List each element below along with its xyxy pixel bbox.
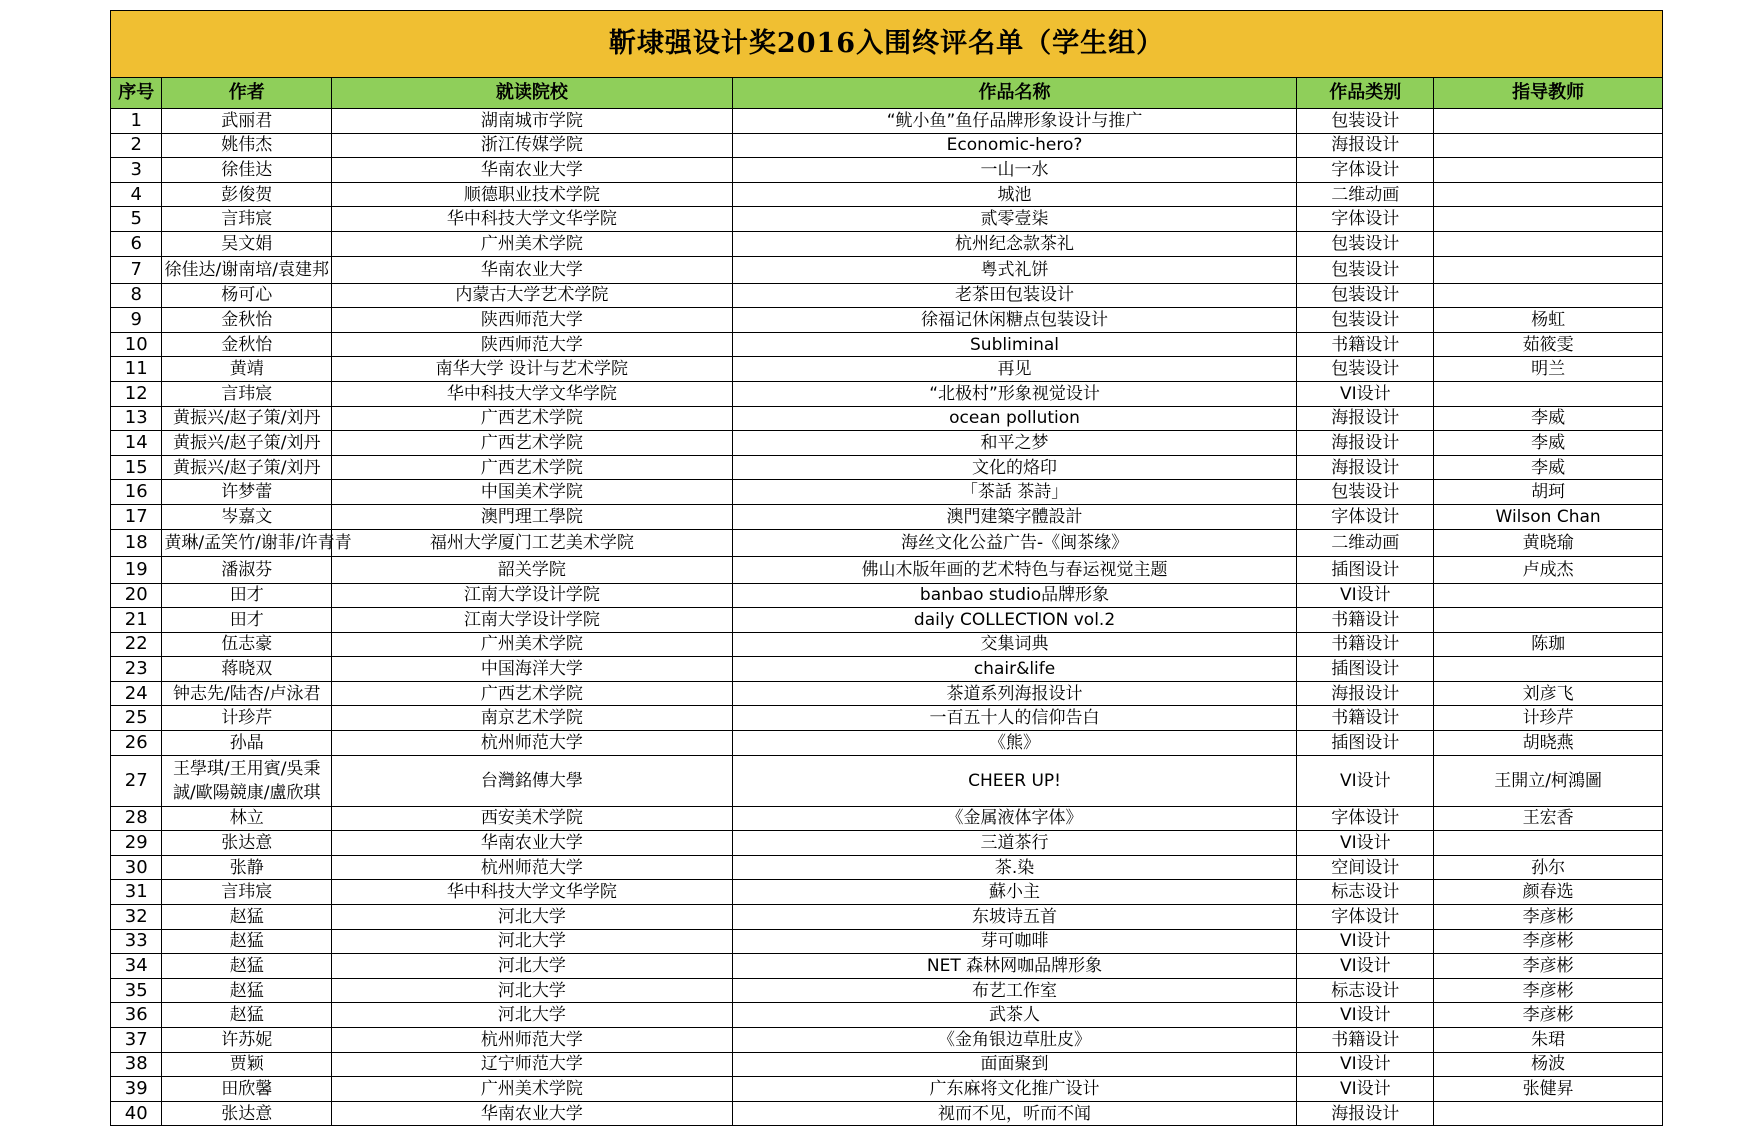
cell-school: 中国美术学院: [332, 480, 733, 505]
cell-author: 徐佳达/谢南培/袁建邦: [162, 256, 332, 283]
cell-category: 海报设计: [1297, 1101, 1434, 1126]
cell-advisor: 李威: [1434, 406, 1663, 431]
cell-advisor: 茹筱雯: [1434, 332, 1663, 357]
cell-work-title: Subliminal: [732, 332, 1297, 357]
cell-category: 标志设计: [1297, 880, 1434, 905]
cell-category: 包装设计: [1297, 480, 1434, 505]
cell-school: 辽宁师范大学: [332, 1052, 733, 1077]
cell-school: 河北大学: [332, 929, 733, 954]
table-row: [111, 706, 1663, 731]
cell-index: 7: [111, 256, 162, 283]
cell-author: 王學琪/王用賓/吳秉誠/歐陽競康/盧欣琪: [162, 755, 332, 806]
table-row: [111, 1101, 1663, 1126]
cell-category: 书籍设计: [1297, 1028, 1434, 1053]
table-row: [111, 608, 1663, 633]
cell-work-title: 《金角银边草肚皮》: [732, 1028, 1297, 1053]
cell-work-title: 粤式礼饼: [732, 256, 1297, 283]
cell-index: 13: [111, 406, 162, 431]
cell-work-title: 《金属液体字体》: [732, 806, 1297, 831]
table-row: [111, 583, 1663, 608]
cell-school: 广西艺术学院: [332, 455, 733, 480]
cell-school: 顺德职业技术学院: [332, 182, 733, 207]
cell-category: 二维动画: [1297, 182, 1434, 207]
cell-index: 14: [111, 431, 162, 456]
table-row: [111, 755, 1663, 806]
cell-school: 南京艺术学院: [332, 706, 733, 731]
cell-category: 空间设计: [1297, 855, 1434, 880]
cell-school: 江南大学设计学院: [332, 583, 733, 608]
table-row: [111, 480, 1663, 505]
cell-advisor: [1434, 657, 1663, 682]
cell-advisor: 王宏香: [1434, 806, 1663, 831]
cell-advisor: [1434, 256, 1663, 283]
cell-advisor: [1434, 381, 1663, 406]
cell-work-title: 文化的烙印: [732, 455, 1297, 480]
cell-work-title: 视而不见，听而不闻: [732, 1101, 1297, 1126]
cell-author: 赵猛: [162, 1003, 332, 1028]
cell-author: 林立: [162, 806, 332, 831]
cell-advisor: [1434, 182, 1663, 207]
cell-category: 字体设计: [1297, 504, 1434, 529]
cell-advisor: 陈珈: [1434, 632, 1663, 657]
cell-category: VI设计: [1297, 954, 1434, 979]
table-row: [111, 256, 1663, 283]
cell-school: 华南农业大学: [332, 256, 733, 283]
cell-school: 陕西师范大学: [332, 308, 733, 333]
table-row: [111, 954, 1663, 979]
cell-school: 内蒙古大学艺术学院: [332, 283, 733, 308]
cell-category: 字体设计: [1297, 207, 1434, 232]
cell-school: 广西艺术学院: [332, 431, 733, 456]
cell-school: 河北大学: [332, 1003, 733, 1028]
cell-category: VI设计: [1297, 583, 1434, 608]
cell-work-title: 城池: [732, 182, 1297, 207]
cell-index: 28: [111, 806, 162, 831]
cell-category: VI设计: [1297, 831, 1434, 856]
cell-advisor: [1434, 583, 1663, 608]
table-row: [111, 529, 1663, 556]
table-row: [111, 1052, 1663, 1077]
cell-index: 10: [111, 332, 162, 357]
cell-category: 包装设计: [1297, 357, 1434, 382]
cell-advisor: [1434, 231, 1663, 256]
cell-work-title: 和平之梦: [732, 431, 1297, 456]
cell-advisor: 张健昇: [1434, 1077, 1663, 1102]
cell-index: 15: [111, 455, 162, 480]
cell-work-title: 茶道系列海报设计: [732, 681, 1297, 706]
cell-work-title: daily COLLECTION vol.2: [732, 608, 1297, 633]
cell-advisor: 杨虹: [1434, 308, 1663, 333]
cell-school: 台灣銘傳大學: [332, 755, 733, 806]
cell-advisor: 刘彦飞: [1434, 681, 1663, 706]
cell-index: 35: [111, 978, 162, 1003]
cell-school: 河北大学: [332, 954, 733, 979]
cell-index: 30: [111, 855, 162, 880]
cell-work-title: 三道茶行: [732, 831, 1297, 856]
cell-category: 海报设计: [1297, 406, 1434, 431]
table-row: [111, 308, 1663, 333]
cell-author: 言玮宸: [162, 880, 332, 905]
cell-school: 江南大学设计学院: [332, 608, 733, 633]
table-row: [111, 880, 1663, 905]
cell-category: 书籍设计: [1297, 706, 1434, 731]
table-row: [111, 357, 1663, 382]
table-row: [111, 109, 1663, 134]
cell-school: 杭州师范大学: [332, 1028, 733, 1053]
cell-school: 河北大学: [332, 978, 733, 1003]
cell-category: 海报设计: [1297, 455, 1434, 480]
cell-category: 插图设计: [1297, 556, 1434, 583]
cell-author: 黄振兴/赵子策/刘丹: [162, 406, 332, 431]
cell-school: 湖南城市学院: [332, 109, 733, 134]
cell-advisor: 李威: [1434, 431, 1663, 456]
cell-index: 26: [111, 731, 162, 756]
cell-work-title: “鱿小鱼”鱼仔品牌形象设计与推广: [732, 109, 1297, 134]
cell-advisor: 李彦彬: [1434, 1003, 1663, 1028]
cell-index: 6: [111, 231, 162, 256]
cell-category: 书籍设计: [1297, 332, 1434, 357]
cell-author: 张达意: [162, 831, 332, 856]
cell-work-title: 「茶話 茶詩」: [732, 480, 1297, 505]
cell-author: 岑嘉文: [162, 504, 332, 529]
cell-school: 浙江传媒学院: [332, 133, 733, 158]
cell-category: 包装设计: [1297, 231, 1434, 256]
cell-work-title: 老茶田包装设计: [732, 283, 1297, 308]
table-row: [111, 283, 1663, 308]
cell-author: 张达意: [162, 1101, 332, 1126]
cell-work-title: 佛山木版年画的艺术特色与春运视觉主题: [732, 556, 1297, 583]
cell-author: 赵猛: [162, 954, 332, 979]
cell-advisor: 朱珺: [1434, 1028, 1663, 1053]
cell-index: 23: [111, 657, 162, 682]
cell-category: 包装设计: [1297, 256, 1434, 283]
cell-school: 华中科技大学文华学院: [332, 381, 733, 406]
cell-school: 华南农业大学: [332, 158, 733, 183]
cell-category: 字体设计: [1297, 905, 1434, 930]
cell-school: 广州美术学院: [332, 632, 733, 657]
cell-category: VI设计: [1297, 929, 1434, 954]
cell-work-title: 广东麻将文化推广设计: [732, 1077, 1297, 1102]
table-row: [111, 929, 1663, 954]
cell-advisor: 颜春选: [1434, 880, 1663, 905]
cell-school: 西安美术学院: [332, 806, 733, 831]
table-row: [111, 657, 1663, 682]
cell-index: 2: [111, 133, 162, 158]
cell-author: 杨可心: [162, 283, 332, 308]
cell-index: 33: [111, 929, 162, 954]
header-author: 作者: [162, 78, 332, 109]
cell-author: 田才: [162, 583, 332, 608]
cell-author: 黄振兴/赵子策/刘丹: [162, 455, 332, 480]
table-row: [111, 1077, 1663, 1102]
cell-author: 吴文娟: [162, 231, 332, 256]
table-row: [111, 207, 1663, 232]
cell-category: 插图设计: [1297, 731, 1434, 756]
cell-index: 25: [111, 706, 162, 731]
cell-school: 中国海洋大学: [332, 657, 733, 682]
cell-category: VI设计: [1297, 1003, 1434, 1028]
table-row: [111, 855, 1663, 880]
cell-work-title: Economic-hero?: [732, 133, 1297, 158]
cell-index: 21: [111, 608, 162, 633]
cell-category: 书籍设计: [1297, 632, 1434, 657]
cell-author: 贾颖: [162, 1052, 332, 1077]
cell-advisor: 卢成杰: [1434, 556, 1663, 583]
cell-index: 8: [111, 283, 162, 308]
cell-advisor: 李彦彬: [1434, 905, 1663, 930]
table-row: [111, 158, 1663, 183]
cell-advisor: [1434, 133, 1663, 158]
cell-author: 黄振兴/赵子策/刘丹: [162, 431, 332, 456]
table-row: [111, 905, 1663, 930]
header-advisor: 指导教师: [1434, 78, 1663, 109]
table-row: [111, 431, 1663, 456]
table-row: [111, 332, 1663, 357]
cell-index: 32: [111, 905, 162, 930]
cell-index: 18: [111, 529, 162, 556]
cell-category: VI设计: [1297, 1077, 1434, 1102]
table-body: [111, 109, 1663, 1126]
cell-work-title: 《熊》: [732, 731, 1297, 756]
cell-advisor: Wilson Chan: [1434, 504, 1663, 529]
header-index: 序号: [111, 78, 162, 109]
cell-author: 金秋怡: [162, 332, 332, 357]
cell-index: 3: [111, 158, 162, 183]
cell-advisor: [1434, 1101, 1663, 1126]
cell-index: 27: [111, 755, 162, 806]
cell-advisor: 李威: [1434, 455, 1663, 480]
table-row: [111, 978, 1663, 1003]
cell-work-title: “北极村”形象视觉设计: [732, 381, 1297, 406]
cell-work-title: 武茶人: [732, 1003, 1297, 1028]
cell-author: 田才: [162, 608, 332, 633]
cell-work-title: NET 森林网咖品牌形象: [732, 954, 1297, 979]
cell-author: 赵猛: [162, 978, 332, 1003]
cell-work-title: 茶.染: [732, 855, 1297, 880]
cell-author: 武丽君: [162, 109, 332, 134]
cell-advisor: 孙尔: [1434, 855, 1663, 880]
cell-category: VI设计: [1297, 1052, 1434, 1077]
header-work-title: 作品名称: [732, 78, 1297, 109]
cell-index: 40: [111, 1101, 162, 1126]
cell-advisor: 明兰: [1434, 357, 1663, 382]
cell-work-title: 面面聚到: [732, 1052, 1297, 1077]
header-row: [111, 78, 1663, 109]
table-row: [111, 1003, 1663, 1028]
table-row: [111, 504, 1663, 529]
cell-advisor: [1434, 831, 1663, 856]
cell-index: 17: [111, 504, 162, 529]
cell-school: 韶关学院: [332, 556, 733, 583]
cell-school: 广州美术学院: [332, 231, 733, 256]
cell-advisor: [1434, 109, 1663, 134]
cell-index: 39: [111, 1077, 162, 1102]
cell-author: 赵猛: [162, 905, 332, 930]
table-row: [111, 231, 1663, 256]
cell-work-title: chair&life: [732, 657, 1297, 682]
cell-advisor: 胡晓燕: [1434, 731, 1663, 756]
cell-work-title: 布艺工作室: [732, 978, 1297, 1003]
cell-school: 华中科技大学文华学院: [332, 880, 733, 905]
cell-work-title: banbao studio品牌形象: [732, 583, 1297, 608]
cell-advisor: 黄晓瑜: [1434, 529, 1663, 556]
cell-work-title: CHEER UP!: [732, 755, 1297, 806]
cell-author: 赵猛: [162, 929, 332, 954]
finalist-table: [110, 10, 1663, 1126]
cell-advisor: [1434, 158, 1663, 183]
cell-school: 河北大学: [332, 905, 733, 930]
cell-author: 伍志豪: [162, 632, 332, 657]
cell-index: 29: [111, 831, 162, 856]
table-row: [111, 1028, 1663, 1053]
table-row: [111, 681, 1663, 706]
cell-category: 包装设计: [1297, 308, 1434, 333]
cell-advisor: 李彦彬: [1434, 954, 1663, 979]
table-row: [111, 731, 1663, 756]
cell-author: 彭俊贺: [162, 182, 332, 207]
cell-school: 南华大学 设计与艺术学院: [332, 357, 733, 382]
cell-advisor: 王開立/柯鴻圖: [1434, 755, 1663, 806]
cell-category: 海报设计: [1297, 681, 1434, 706]
cell-index: 34: [111, 954, 162, 979]
cell-category: 二维动画: [1297, 529, 1434, 556]
cell-index: 12: [111, 381, 162, 406]
cell-school: 福州大学厦门工艺美术学院: [332, 529, 733, 556]
cell-work-title: 东坡诗五首: [732, 905, 1297, 930]
cell-author: 计珍芹: [162, 706, 332, 731]
table-row: [111, 182, 1663, 207]
cell-category: 海报设计: [1297, 431, 1434, 456]
table-row: [111, 381, 1663, 406]
cell-category: VI设计: [1297, 381, 1434, 406]
cell-index: 9: [111, 308, 162, 333]
cell-index: 16: [111, 480, 162, 505]
cell-author: 姚伟杰: [162, 133, 332, 158]
cell-work-title: ocean pollution: [732, 406, 1297, 431]
cell-category: 标志设计: [1297, 978, 1434, 1003]
cell-school: 广西艺术学院: [332, 681, 733, 706]
cell-school: 广州美术学院: [332, 1077, 733, 1102]
cell-author: 孙晶: [162, 731, 332, 756]
cell-index: 19: [111, 556, 162, 583]
cell-author: 言玮宸: [162, 381, 332, 406]
cell-author: 许梦蕾: [162, 480, 332, 505]
cell-work-title: 蘇小主: [732, 880, 1297, 905]
table-row: [111, 406, 1663, 431]
cell-category: VI设计: [1297, 755, 1434, 806]
cell-author: 黄靖: [162, 357, 332, 382]
cell-advisor: [1434, 608, 1663, 633]
cell-index: 38: [111, 1052, 162, 1077]
cell-index: 22: [111, 632, 162, 657]
cell-advisor: 计珍芹: [1434, 706, 1663, 731]
cell-work-title: 海丝文化公益广告-《闽茶缘》: [732, 529, 1297, 556]
cell-author: 蒋晓双: [162, 657, 332, 682]
header-school: 就读院校: [332, 78, 733, 109]
cell-index: 20: [111, 583, 162, 608]
cell-school: 陕西师范大学: [332, 332, 733, 357]
cell-work-title: 一百五十人的信仰告白: [732, 706, 1297, 731]
table-row: [111, 831, 1663, 856]
header-category: 作品类别: [1297, 78, 1434, 109]
cell-category: 字体设计: [1297, 158, 1434, 183]
cell-advisor: 杨波: [1434, 1052, 1663, 1077]
cell-index: 36: [111, 1003, 162, 1028]
cell-category: 包装设计: [1297, 109, 1434, 134]
cell-category: 海报设计: [1297, 133, 1434, 158]
cell-author: 徐佳达: [162, 158, 332, 183]
cell-category: 插图设计: [1297, 657, 1434, 682]
cell-author: 张静: [162, 855, 332, 880]
cell-author: 许苏妮: [162, 1028, 332, 1053]
cell-work-title: 澳門建築字體設計: [732, 504, 1297, 529]
cell-school: 华南农业大学: [332, 831, 733, 856]
cell-school: 杭州师范大学: [332, 731, 733, 756]
cell-index: 4: [111, 182, 162, 207]
table-row: [111, 455, 1663, 480]
cell-index: 11: [111, 357, 162, 382]
cell-advisor: [1434, 207, 1663, 232]
cell-index: 37: [111, 1028, 162, 1053]
table-row: [111, 556, 1663, 583]
cell-category: 字体设计: [1297, 806, 1434, 831]
cell-work-title: 一山一水: [732, 158, 1297, 183]
table-row: [111, 806, 1663, 831]
cell-author: 黄琳/孟笑竹/谢菲/许青青: [162, 529, 332, 556]
cell-school: 华中科技大学文华学院: [332, 207, 733, 232]
table-row: [111, 632, 1663, 657]
cell-advisor: 胡珂: [1434, 480, 1663, 505]
table-row: [111, 133, 1663, 158]
cell-author: 金秋怡: [162, 308, 332, 333]
cell-school: 广西艺术学院: [332, 406, 733, 431]
cell-index: 31: [111, 880, 162, 905]
cell-category: 包装设计: [1297, 283, 1434, 308]
cell-work-title: 交集词典: [732, 632, 1297, 657]
cell-author: 田欣馨: [162, 1077, 332, 1102]
cell-index: 5: [111, 207, 162, 232]
cell-school: 杭州师范大学: [332, 855, 733, 880]
cell-school: 华南农业大学: [332, 1101, 733, 1126]
cell-index: 1: [111, 109, 162, 134]
cell-advisor: 李彦彬: [1434, 929, 1663, 954]
cell-work-title: 徐福记休闲糖点包装设计: [732, 308, 1297, 333]
cell-work-title: 贰零壹柒: [732, 207, 1297, 232]
cell-advisor: 李彦彬: [1434, 978, 1663, 1003]
cell-advisor: [1434, 283, 1663, 308]
sheet-title: 靳埭强设计奖2016入围终评名单（学生组）: [111, 11, 1663, 78]
cell-index: 24: [111, 681, 162, 706]
cell-school: 澳門理工學院: [332, 504, 733, 529]
cell-author: 钟志先/陆杏/卢泳君: [162, 681, 332, 706]
cell-work-title: 再见: [732, 357, 1297, 382]
cell-work-title: 杭州纪念款茶礼: [732, 231, 1297, 256]
cell-work-title: 芽可咖啡: [732, 929, 1297, 954]
cell-author: 言玮宸: [162, 207, 332, 232]
cell-author: 潘淑芬: [162, 556, 332, 583]
cell-category: 书籍设计: [1297, 608, 1434, 633]
